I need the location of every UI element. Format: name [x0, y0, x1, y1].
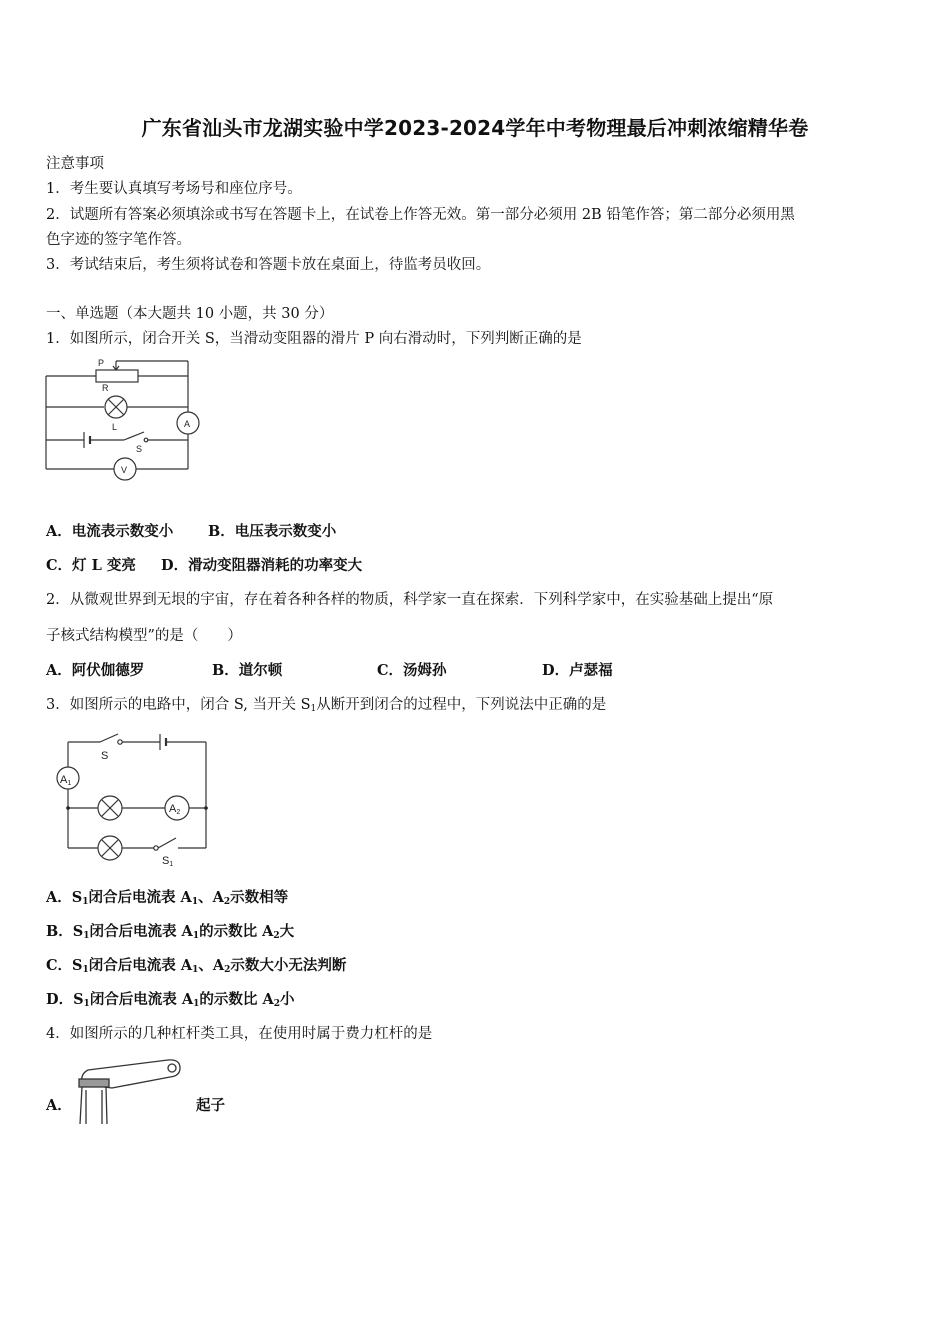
question-1-option-d[interactable]: D．滑动变阻器消耗的功率变大	[161, 557, 363, 574]
notice-item: 1．考生要认真填写考场号和座位序号。	[46, 181, 302, 197]
label-r: R	[102, 383, 109, 393]
question-2-stem: 2．从微观世界到无垠的宇宙，存在着各种各样的物质，科学家一直在探索．下列科学家中，在实验基础上提出“原	[46, 592, 774, 608]
label-s: S	[136, 444, 143, 454]
notice-item: 色字迹的签字笔作答。	[46, 232, 191, 248]
notice-heading: 注意事项	[46, 156, 104, 172]
bottle-opener-image	[72, 1054, 187, 1126]
notice-item: 2．试题所有答案必须填涂或书写在答题卡上，在试卷上作答无效。第一部分必须用 2B 铅笔作答；第二部分必须用黑	[46, 207, 795, 223]
label-p: P	[98, 358, 105, 368]
ammeter-a2-label: A2	[169, 803, 181, 816]
bottle-opener-label: 起子	[196, 1097, 225, 1114]
label-l: L	[112, 422, 118, 432]
question-2-stem-continued: 子核式结构模型”的是（ ）	[46, 628, 242, 644]
question-3-option-a[interactable]: A．$S_1$闭合后电流表 $A_1$、$A_2$示数相等	[46, 889, 289, 907]
question-1-option-c[interactable]: C．灯 L 变亮	[46, 557, 136, 574]
question-2-option-b[interactable]: B．道尔顿	[212, 662, 283, 679]
question-2-option-c[interactable]: C．汤姆孙	[377, 662, 447, 679]
section-heading: 一、单选题（本大题共 10 小题，共 30 分）	[46, 306, 334, 322]
question-3-circuit-diagram	[50, 730, 220, 870]
question-1-option-a[interactable]: A．电流表示数变小	[46, 523, 174, 540]
question-1-circuit-diagram	[44, 356, 214, 486]
question-3-stem: 3．如图所示的电路中，闭合 S, 当开关 $S_1$从断开到闭合的过程中，下列说法中正确的是	[46, 697, 607, 714]
question-4-option-a[interactable]: A．	[46, 1097, 72, 1114]
voltmeter-label: V	[121, 465, 128, 475]
question-2-option-d[interactable]: D．卢瑟福	[542, 662, 613, 679]
question-1-stem: 1．如图所示，闭合开关 S，当滑动变阻器的滑片 P 向右滑动时，下列判断正确的是	[46, 331, 582, 347]
question-1-option-b[interactable]: B．电压表示数变小	[208, 523, 337, 540]
label-s1: S1	[162, 855, 174, 868]
ammeter-a1-label: A1	[60, 774, 72, 787]
label-s: S	[101, 750, 109, 762]
ammeter-label: A	[184, 419, 191, 429]
question-2-option-a[interactable]: A．阿伏伽德罗	[46, 662, 145, 679]
question-4-stem: 4．如图所示的几种杠杆类工具，在使用时属于费力杠杆的是	[46, 1026, 433, 1042]
page-title: 广东省汕头市龙湖实验中学2023-2024学年中考物理最后冲刺浓缩精华卷	[141, 116, 809, 140]
question-3-option-d[interactable]: D．$S_1$闭合后电流表 $A_1$的示数比 $A_2$小	[46, 991, 295, 1009]
notice-item: 3．考试结束后，考生须将试卷和答题卡放在桌面上，待监考员收回。	[46, 257, 491, 273]
question-3-option-c[interactable]: C．$S_1$闭合后电流表 $A_1$、$A_2$示数大小无法判断	[46, 957, 347, 975]
question-3-option-b[interactable]: B．$S_1$闭合后电流表 $A_1$的示数比 $A_2$大	[46, 923, 295, 941]
